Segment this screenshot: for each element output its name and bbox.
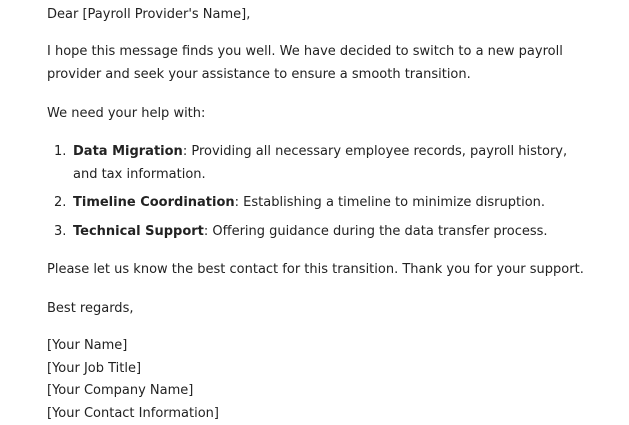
list-item-text: : Establishing a timeline to minimize disruption.: [234, 195, 546, 210]
list-item-term: Data Migration: [73, 144, 183, 159]
list-item-term: Timeline Coordination: [73, 195, 235, 210]
sign-off: Best regards,: [47, 301, 134, 316]
list-item-term: Technical Support: [73, 224, 204, 239]
signature-job-title: [Your Job Title]: [47, 360, 142, 376]
list-item: [47, 191, 629, 214]
list-item: [47, 140, 583, 186]
list-number: 3.: [54, 224, 67, 239]
request-lead-in: We need your help with:: [47, 106, 206, 121]
list-item: [47, 220, 629, 243]
signature-name: [Your Name]: [47, 338, 128, 353]
signature-contact: [Your Contact Information]: [47, 405, 219, 421]
closing-paragraph: Please let us know the best contact for this transition. Thank you for your support.: [47, 262, 584, 277]
list-number: 1.: [54, 144, 67, 159]
intro-paragraph: I hope this message finds you well. We have decided to switch to a new payroll provider and seek your assistance to ensure a smooth transition.: [47, 44, 563, 82]
greeting: Dear [Payroll Provider's Name],: [47, 7, 251, 22]
list-number: 2.: [54, 195, 67, 210]
signature-company: [Your Company Name]: [47, 383, 194, 399]
list-item-text: : Providing all necessary employee records, payroll history, and tax information.: [73, 144, 568, 182]
list-item-text: : Offering guidance during the data transfer process.: [203, 224, 548, 239]
signature-block: [47, 335, 219, 425]
